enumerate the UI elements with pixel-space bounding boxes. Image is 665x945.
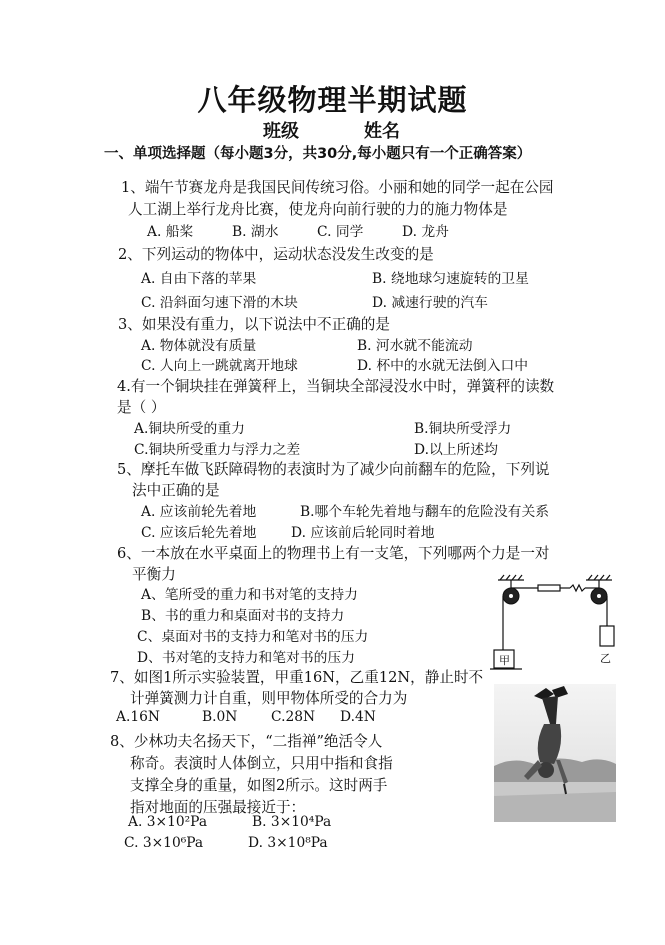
page-title: 八年级物理半期试题 (197, 83, 468, 117)
name-label: 姓名 (364, 121, 400, 142)
q6-line2: 平衡力 (132, 566, 176, 583)
q8-line1: 8、少林功夫名扬天下，“二指禅”绝活令人 (110, 733, 383, 750)
q1-line2: 人工湖上举行龙舟比赛，使龙舟向前行驶的力的施力物体是 (128, 201, 508, 218)
q2-option-d: D. 减速行驶的汽车 (372, 295, 488, 311)
q3-option-c: C. 人向上一跳就离开地球 (141, 358, 298, 374)
figure1-label-jia: 甲 (499, 654, 510, 667)
q1-option-b: B. 湖水 (232, 224, 279, 240)
q4-option-a: A.铜块所受的重力 (134, 421, 245, 437)
q4-option-b: B.铜块所受浮力 (414, 421, 512, 437)
q5-line1: 5、摩托车做飞跃障碍物的表演时为了减少向前翻车的危险，下列说 (117, 461, 550, 478)
q3-option-a: A. 物体就没有质量 (141, 338, 257, 354)
q3-line1: 3、如果没有重力，以下说法中不正确的是 (118, 316, 390, 333)
q3-option-b: B. 河水就不能流动 (357, 338, 473, 354)
q2-option-c: C. 沿斜面匀速下滑的木块 (141, 295, 298, 311)
q6-option-b: B、书的重力和桌面对书的支持力 (141, 608, 345, 624)
q4-line1: 4.有一个铜块挂在弹簧秤上，当铜块全部浸没水中时，弹簧秤的读数 (117, 378, 555, 395)
q1-option-c: C. 同学 (317, 224, 364, 240)
class-label: 班级 (263, 121, 299, 142)
q8-option-c: C. 3×10⁶Pa (124, 835, 204, 851)
q8-option-d: D. 3×10⁸Pa (248, 835, 328, 851)
q7-line2: 计弹簧测力计自重，则甲物体所受的合力为 (130, 690, 408, 707)
figure2-handstand-photo (494, 684, 616, 822)
q1-option-a: A. 船桨 (147, 224, 194, 240)
q4-option-c: C.铜块所受重力与浮力之差 (134, 442, 301, 458)
q8-option-b: B. 3×10⁴Pa (252, 814, 332, 830)
q7-option-b: B.0N (202, 709, 238, 725)
q4-line2: 是（ ） (117, 399, 166, 416)
q8-line2: 称奇。表演时人体倒立，只用中指和食指 (130, 755, 393, 772)
q7-line1: 7、如图1所示实验装置，甲重16N，乙重12N，静止时不 (110, 669, 484, 686)
q8-line3: 支撑全身的重量，如图2所示。这时两手 (130, 777, 388, 794)
q8-line4: 指对地面的压强最接近于： (130, 799, 306, 816)
q7-option-a: A.16N (116, 709, 160, 725)
q6-option-c: C、桌面对书的支持力和笔对书的压力 (137, 629, 369, 645)
q7-option-d: D.4N (340, 709, 376, 725)
figure1-label-yi: 乙 (600, 652, 611, 665)
q2-line1: 2、下列运动的物体中，运动状态没发生改变的是 (118, 246, 434, 263)
q6-option-a: A、笔所受的重力和书对笔的支持力 (141, 587, 358, 603)
q1-line1: 1、端午节赛龙舟是我国民间传统习俗。小丽和她的同学一起在公园 (121, 179, 554, 196)
q5-option-d: D. 应该前后轮同时着地 (291, 525, 435, 541)
q2-option-a: A. 自由下落的苹果 (141, 271, 257, 287)
figure1-pulley-apparatus (490, 574, 615, 672)
q6-option-d: D、书对笔的支持力和笔对书的压力 (137, 650, 356, 666)
q1-option-d: D. 龙舟 (402, 224, 449, 240)
q5-option-b: B.哪个车轮先着地与翻车的危险没有关系 (300, 504, 550, 520)
q5-option-c: C. 应该后轮先着地 (141, 525, 257, 541)
section-heading: 一、单项选择题（每小题3分，共30分,每小题只有一个正确答案） (104, 146, 532, 162)
q4-option-d: D.以上所述均 (414, 442, 498, 458)
q7-option-c: C.28N (271, 709, 316, 725)
q5-option-a: A. 应该前轮先着地 (141, 504, 257, 520)
q2-option-b: B. 绕地球匀速旋转的卫星 (372, 271, 529, 287)
q5-line2: 法中正确的是 (132, 482, 220, 499)
q8-option-a: A. 3×10²Pa (128, 814, 208, 830)
q3-option-d: D. 杯中的水就无法倒入口中 (357, 358, 529, 374)
q6-line1: 6、一本放在水平桌面上的物理书上有一支笔，下列哪两个力是一对 (117, 545, 550, 562)
